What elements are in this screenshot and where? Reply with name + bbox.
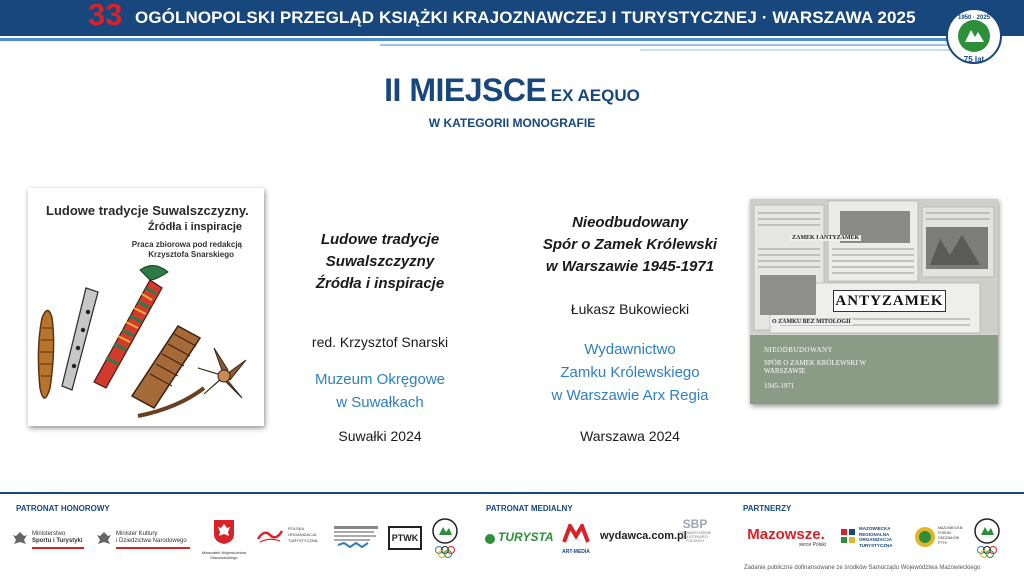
logo-text: SBP xyxy=(682,517,708,531)
book-1-title xyxy=(280,229,480,295)
book-1-title-line: Suwalszczyzny xyxy=(325,253,435,270)
cover-editor-line: Krzysztofa Snarskiego xyxy=(148,250,234,259)
book-1-author: red. Krzysztof Snarski xyxy=(311,334,449,350)
logo-pttk xyxy=(972,517,1002,559)
badge-years: 1950 · 2025 xyxy=(957,15,991,21)
header-stripe xyxy=(640,49,960,51)
book-1-publisher-line: w Suwałkach xyxy=(336,394,424,411)
partners-label: PARTNERZY xyxy=(743,504,792,513)
logo-flag-stripe xyxy=(116,547,190,549)
art-media-mark-icon xyxy=(561,524,591,544)
logo-text: TURYSTYCZNA xyxy=(288,538,318,543)
logo-text: TURYSTYCZNA xyxy=(859,542,893,548)
logo-text: Mazowsze. xyxy=(747,526,825,543)
logo-text: serce Polski xyxy=(799,542,826,548)
logo-association xyxy=(332,524,380,550)
cover-editor-line: Praca zbiorowa pod redakcją xyxy=(131,240,242,249)
cover-subtitle: SPÓR O ZAMEK KRÓLEWSKI W WARSZAWIE xyxy=(764,359,867,375)
book-2-title-line: Spór o Zamek Królewski xyxy=(542,236,718,253)
compass-icon xyxy=(484,532,496,546)
folk-instruments-illustration xyxy=(28,258,264,426)
logo-sbp xyxy=(676,517,714,553)
cover-newspaper-headline: O ZAMKU BEZ MITOLOGII xyxy=(772,319,851,325)
funding-note: Zadanie publiczne dofinansowane ze środków Samorządu Województwa Mazowieckiego xyxy=(744,565,981,571)
book-2-author: Łukasz Bukowiecki xyxy=(570,301,690,317)
logo-mazowsze-marshal xyxy=(202,519,246,560)
logo-flag-stripe xyxy=(32,547,84,549)
book-cover-nieodbudowany xyxy=(750,199,998,404)
polska-script-icon xyxy=(256,527,284,545)
logo-ptwk xyxy=(388,526,422,550)
logo-text: MAZOWIECKIE xyxy=(938,526,963,530)
award-category: W KATEGORII MONOGRAFIE xyxy=(428,116,596,130)
eagle-icon xyxy=(12,530,28,550)
anniversary-badge xyxy=(944,8,1004,68)
book-1-title-line: Źródła i inspiracje xyxy=(315,275,445,292)
logo-text: POLSKA xyxy=(288,526,305,531)
logo-text: FORUM xyxy=(938,531,951,535)
book-1-publisher xyxy=(280,368,480,414)
association-emblem-icon xyxy=(332,524,380,550)
logo-text: wydawca.com.pl xyxy=(600,530,687,542)
logo-text: TURYSTA xyxy=(498,530,554,544)
cover-title: NIEODBUDOWANY xyxy=(764,346,834,354)
media-patronage-label: PATRONAT MEDIALNY xyxy=(486,504,573,513)
cover-years: 1945-1971 xyxy=(764,382,795,390)
event-title: OGÓLNOPOLSKI PRZEGLĄD KSIĄŻKI KRAJOZNAWCZEJ I TURYSTYCZNEJ · WARSZAWA 2025 xyxy=(135,8,916,27)
cover-newspaper-headline: ZAMEK I ANTYZAMEK xyxy=(792,235,860,241)
logo-text: PTWK xyxy=(388,526,422,550)
logo-mazowsze xyxy=(740,527,832,551)
logo-text: REGIONALNA xyxy=(859,531,890,537)
mrot-mark-icon xyxy=(840,528,856,546)
logo-text: ORGANIZACJA xyxy=(859,537,893,542)
logo-text: Minister Kultury xyxy=(116,531,158,537)
logo-ministry-culture xyxy=(96,528,196,552)
logo-turysta xyxy=(484,528,554,550)
eagle-icon xyxy=(96,530,112,550)
badge-caption: 75 lat xyxy=(963,55,985,64)
header-stripe xyxy=(0,38,960,41)
award-place: II MIEJSCE xyxy=(384,72,547,108)
book-2-publisher xyxy=(520,338,740,407)
logo-text: PTTK xyxy=(938,541,947,545)
logo-text: Marszałek Województwa Mazowieckiego xyxy=(202,550,246,560)
book-2-title-line: Nieodbudowany xyxy=(572,214,688,231)
honorary-patronage-label: PATRONAT HONOROWY xyxy=(16,504,110,513)
header-stripe xyxy=(380,44,960,46)
logo-text: MAZOWIECKA xyxy=(859,526,891,531)
book-1-title-line: Ludowe tradycje xyxy=(320,231,440,248)
book-2-title xyxy=(530,212,730,278)
logo-text: i Dziedzictwa Narodowego xyxy=(116,538,187,544)
logo-text: Sportu i Turystyki xyxy=(32,538,83,544)
logo-text: Ministerstwo xyxy=(32,531,66,537)
edition-number: 33 xyxy=(88,0,123,32)
book-1-place: Suwałki 2024 xyxy=(338,428,422,444)
coat-of-arms-icon xyxy=(213,519,235,545)
cover-title: Ludowe tradycje Suwalszczyzny. xyxy=(46,203,249,218)
logo-text: ART-MEDIA xyxy=(562,549,590,555)
book-1-publisher-line: Muzeum Okręgowe xyxy=(314,371,446,388)
logo-text: POLSKICH xyxy=(686,539,704,543)
cover-headline: ANTYZAMEK xyxy=(833,290,946,312)
logo-wydawca xyxy=(600,530,687,546)
newspaper-collage-illustration xyxy=(750,199,998,334)
footer-divider xyxy=(0,492,1024,494)
logo-text: ODDZIAŁÓW xyxy=(938,536,960,540)
book-2-publisher-line: Wydawnictwo xyxy=(584,341,676,358)
award-heading xyxy=(0,72,1024,109)
logo-text: STOWARZYSZENIE xyxy=(678,531,712,535)
logo-polish-tourism-organisation xyxy=(256,524,326,548)
logo-mfot xyxy=(914,524,964,550)
logo-text: BIBLIOTEKARZY xyxy=(681,535,709,539)
mfot-mark-icon xyxy=(914,526,936,548)
book-2-title-line: w Warszawie 1945-1971 xyxy=(545,258,715,275)
logo-art-media xyxy=(556,524,596,554)
cover-subtitle: Źródła i inspiracje xyxy=(147,221,242,233)
book-2-publisher-line: w Warszawie Arx Regia xyxy=(551,387,709,404)
book-2-place: Warszawa 2024 xyxy=(580,428,680,444)
logo-ministry-sport xyxy=(12,528,90,552)
award-qualifier: EX AEQUO xyxy=(550,86,640,105)
logo-mrot xyxy=(840,526,910,548)
book-2-publisher-line: Zamku Królewskiego xyxy=(560,364,700,381)
logo-text: ORGANIZACJA xyxy=(288,532,317,537)
logo-pttk xyxy=(430,517,460,559)
book-cover-ludowe-tradycje xyxy=(28,188,264,426)
